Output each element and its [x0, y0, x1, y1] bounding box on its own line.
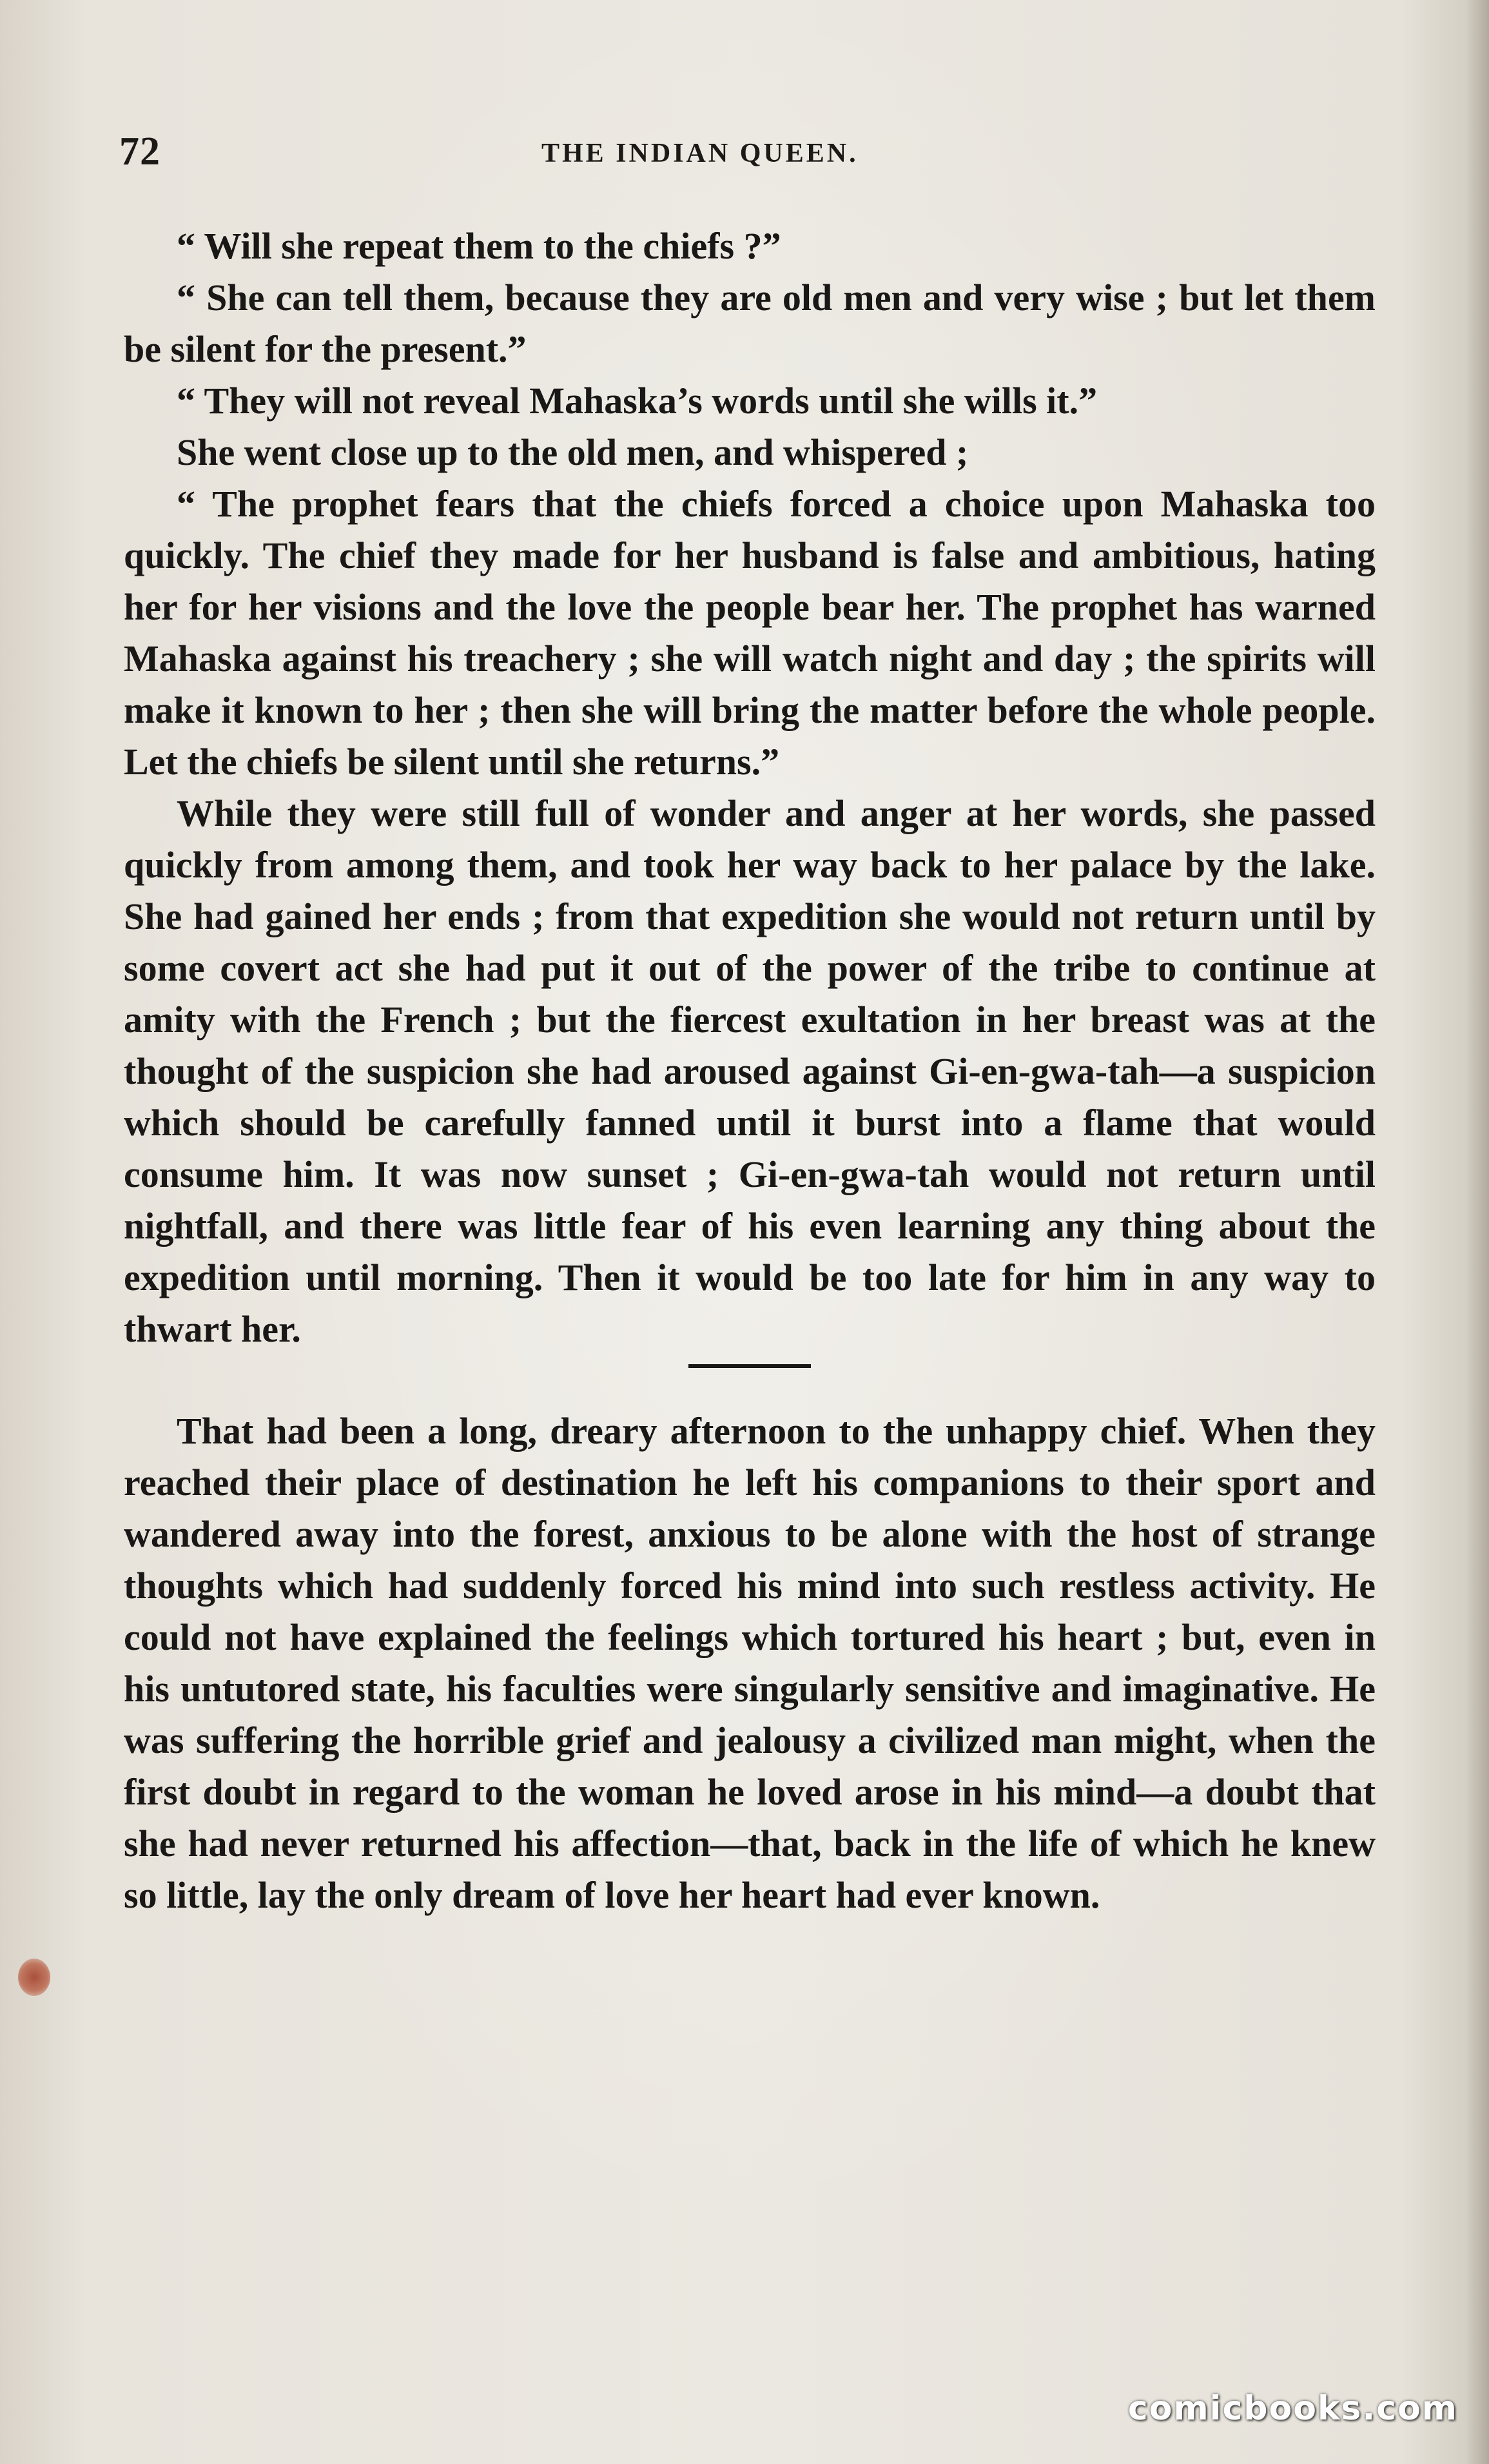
paragraph: “ They will not reveal Mahaska’s words until she wills it.”	[177, 380, 1098, 422]
paper-stain	[18, 1959, 50, 1996]
running-head: THE INDIAN QUEEN.	[541, 139, 859, 168]
watermark: comicbooks.com	[1127, 2389, 1458, 2428]
page-edge-shadow	[1466, 0, 1489, 2464]
paragraph: That had been a long, dreary afternoon to the unhappy chief. When they reached their place of destination he left his companions to their sport and wandered away into the forest, anxious to be alone with the host of strange thoughts which had suddenly forced his mind into such restless activity. He could not have explained the feelings which tortured his heart ; but, even in his untutored state, his faculties were singularly sensitive and imaginative. He was suffering the horrible grief and jealousy a civilized man might, when the first doubt in regard to the woman he loved arose in his mind—a doubt that she had never returned his affection—that, back in the life of which he knew so little, lay the only dream of love her heart had ever known.	[124, 1410, 1376, 1916]
paragraph: While they were still full of wonder and anger at her words, she passed quickly from among them, and took her way back to her palace by the lake. She had gained her ends ; from that expedition she would not return until by some covert act she had put it out of the power of the tribe to continue at amity with the French ; but the fiercest exultation in her breast was at the thought of the suspicion she had aroused against Gi-en-gwa-tah—a suspicion which should be carefully fanned until it burst into a flame that would consume him. It was now sunset ; Gi-en-gwa-tah would not return until nightfall, and there was little fear of his even learning any thing about the expedition until morning. Then it would be too late for him in any way to thwart her.	[124, 792, 1376, 1350]
paragraph: “ The prophet fears that the chiefs forced a choice upon Mahaska too quickly. The chief they made for her husband is false and ambitious, hating her for her visions and the love the people bear her. The prophet has warned Mahaska against his treachery ; she will watch night and day ; the spirits will make it known to her ; then she will bring the matter before the whole people. Let the chiefs be silent until she returns.”	[124, 483, 1376, 783]
paragraph: She went close up to the old men, and whispered ;	[177, 431, 969, 473]
paragraph: “ Will she repeat them to the chiefs ?”	[177, 225, 781, 267]
page-header	[119, 129, 1370, 174]
page-number: 72	[119, 130, 161, 173]
section-divider	[688, 1364, 811, 1368]
body-text	[124, 220, 1376, 1921]
paragraph: “ She can tell them, because they are old men and very wise ; but let them be silent for the present.”	[124, 277, 1376, 370]
